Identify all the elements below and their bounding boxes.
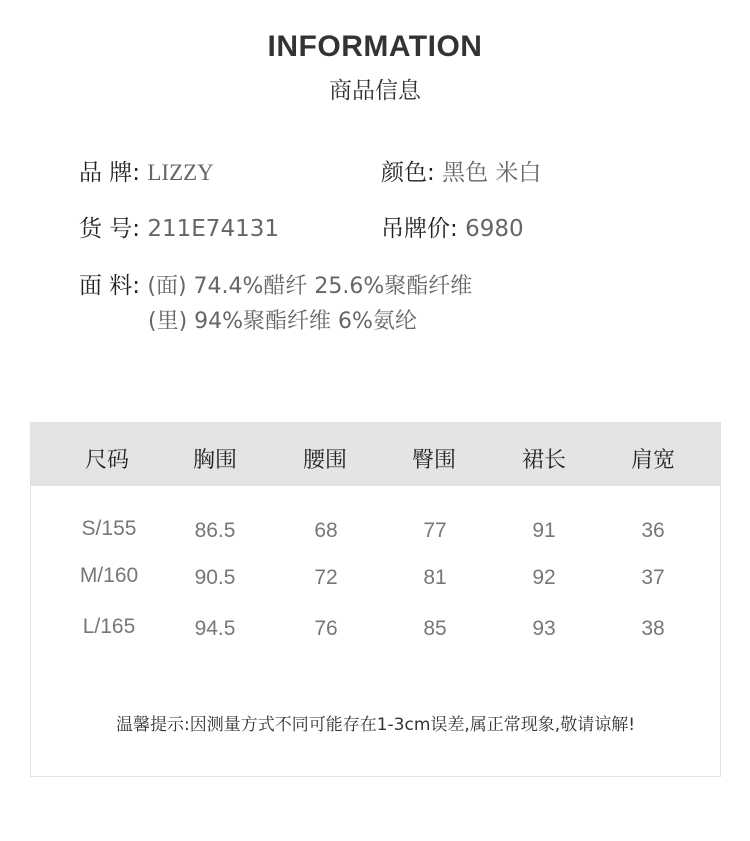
brand-row: [79, 159, 214, 187]
color-value: 黑色 米白: [442, 160, 542, 186]
cell-bust: 90.5: [194, 566, 236, 589]
color-row: [381, 159, 541, 187]
cell-skirt-length: 92: [532, 566, 556, 589]
cell-size: M/160: [79, 564, 139, 587]
brand-label: 品 牌:: [79, 160, 141, 186]
cell-size: S/155: [81, 517, 137, 540]
header-skirt-length: 裙长: [521, 448, 566, 473]
sku-row: [79, 215, 279, 243]
page-subtitle: 商品信息: [329, 78, 421, 104]
price-row: [381, 215, 524, 243]
sku-label: 货 号:: [79, 216, 141, 242]
cell-shoulder: 37: [641, 566, 665, 589]
cell-skirt-length: 91: [532, 519, 556, 542]
sku-value: 211E74131: [147, 216, 279, 242]
cell-waist: 76: [314, 617, 338, 640]
size-table: [30, 422, 721, 777]
cell-waist: 72: [314, 566, 338, 589]
cell-skirt-length: 93: [532, 617, 556, 640]
brand-value: LIZZY: [147, 160, 214, 185]
fabric-label: 面 料:: [79, 273, 141, 299]
header-waist: 腰围: [302, 448, 347, 473]
fabric-line-1: (面) 74.4%醋纤 25.6%聚酯纤维: [147, 274, 473, 299]
header-shoulder: 肩宽: [630, 448, 675, 473]
fabric-row: [79, 272, 472, 301]
header-size: 尺码: [84, 448, 129, 473]
header-bust: 胸围: [192, 448, 237, 473]
cell-hip: 81: [423, 566, 447, 589]
price-value: 6980: [465, 216, 524, 242]
cell-hip: 85: [423, 617, 447, 640]
header-hip: 臀围: [411, 448, 456, 473]
cell-shoulder: 36: [641, 519, 665, 542]
cell-hip: 77: [423, 519, 447, 542]
price-label: 吊牌价:: [381, 216, 458, 242]
cell-shoulder: 38: [641, 617, 665, 640]
size-table-header: [31, 423, 720, 486]
color-label: 颜色:: [381, 160, 435, 186]
measurement-note: 温馨提示:因测量方式不同可能存在1-3cm误差,属正常现象,敬请谅解!: [115, 715, 636, 735]
fabric-line-2: (里) 94%聚酯纤维 6%氨纶: [148, 309, 417, 334]
cell-bust: 86.5: [194, 519, 236, 542]
cell-waist: 68: [314, 519, 338, 542]
cell-bust: 94.5: [194, 617, 236, 640]
cell-size: L/165: [82, 615, 136, 638]
page-title: INFORMATION: [267, 30, 483, 63]
